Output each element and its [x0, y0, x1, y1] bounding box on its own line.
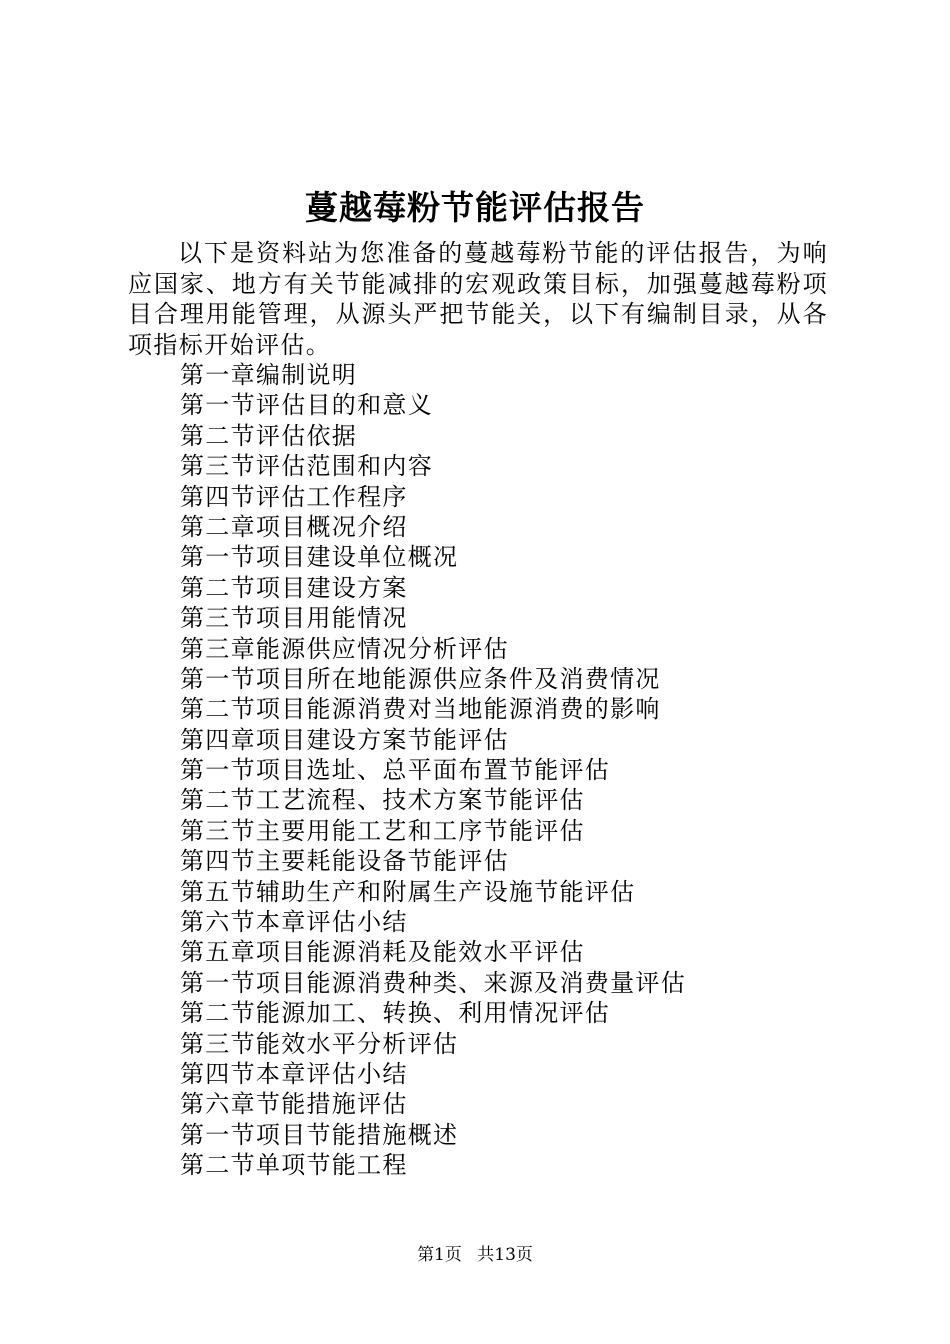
page-number: 第1页: [417, 1245, 462, 1265]
toc-item: 第三节主要用能工艺和工序节能评估: [180, 816, 585, 845]
toc-item: 第三章能源供应情况分析评估: [180, 634, 509, 663]
toc-item: 第二节项目能源消费对当地能源消费的影响: [180, 695, 661, 724]
toc-item: 第四节评估工作程序: [180, 482, 408, 511]
toc-item: 第四章项目建设方案节能评估: [180, 725, 509, 754]
toc-item: 第二节单项节能工程: [180, 1151, 408, 1180]
toc-item: 第五章项目能源消耗及能效水平评估: [180, 938, 585, 967]
toc-item: 第一节项目所在地能源供应条件及消费情况: [180, 664, 661, 693]
toc-item: 第二节评估依据: [180, 421, 358, 450]
toc-item: 第六章节能措施评估: [180, 1090, 408, 1119]
toc-item: 第五节辅助生产和附属生产设施节能评估: [180, 877, 636, 906]
intro-paragraph: 以下是资料站为您准备的蔓越莓粉节能的评估报告，为响应国家、地方有关节能减排的宏观政策目标，加强蔓越莓粉项目合理用能管理，从源头严把节能关，以下有编制目录，从各项指标开始评估。: [128, 239, 828, 359]
toc-item: 第二章项目概况介绍: [180, 512, 408, 541]
toc-item: 第二节工艺流程、技术方案节能评估: [180, 786, 585, 815]
toc-item: 第六节本章评估小结: [180, 908, 408, 937]
toc-item: 第一节评估目的和意义: [180, 391, 433, 420]
toc-item: 第一节项目建设单位概况: [180, 543, 459, 572]
page-footer: [0, 1243, 950, 1267]
toc-item: 第三节能效水平分析评估: [180, 1029, 459, 1058]
toc-item: 第一节项目能源消费种类、来源及消费量评估: [180, 968, 686, 997]
toc-item: 第四节本章评估小结: [180, 1059, 408, 1088]
toc-item: 第二节项目建设方案: [180, 573, 408, 602]
toc-item: 第四节主要耗能设备节能评估: [180, 847, 509, 876]
toc-item: 第一节项目选址、总平面布置节能评估: [180, 756, 611, 785]
document-title: 蔓越莓粉节能评估报告: [305, 188, 645, 227]
toc-item: 第一节项目节能措施概述: [180, 1120, 459, 1149]
toc-item: 第三节项目用能情况: [180, 604, 408, 633]
toc-item: 第一章编制说明: [180, 361, 358, 389]
toc-item: 第二节能源加工、转换、利用情况评估: [180, 999, 611, 1028]
table-of-contents: [180, 360, 686, 1181]
toc-item: 第三节评估范围和内容: [180, 452, 433, 481]
page-total: 共13页: [477, 1245, 533, 1265]
